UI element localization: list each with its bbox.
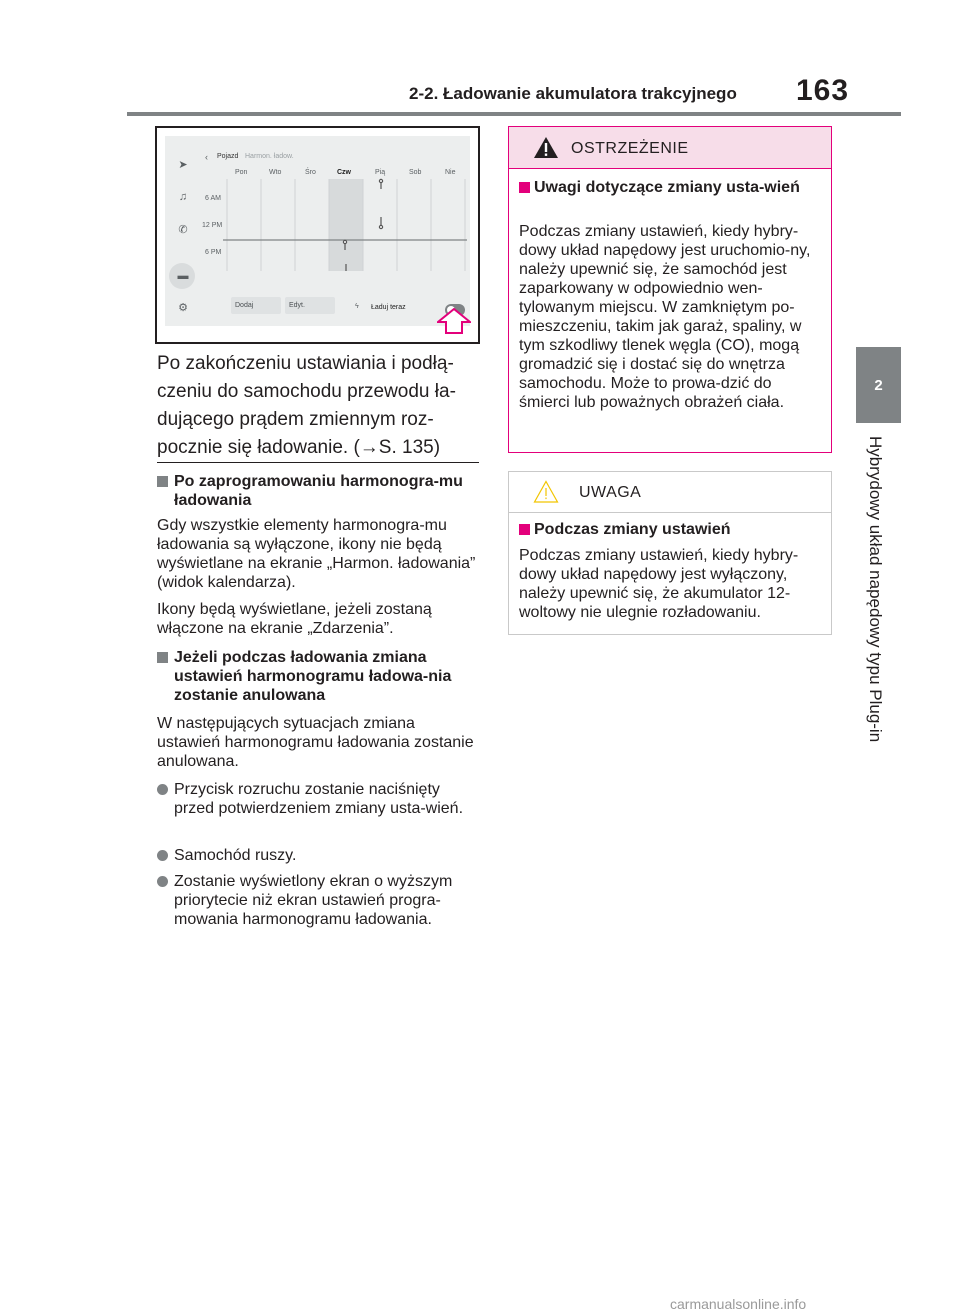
back-label: Pojazd: [217, 153, 239, 160]
chapter-title: Hybrydowy układ napędowy typu Plug-in: [866, 436, 885, 743]
time-label: 6 PM: [205, 249, 222, 256]
page-number: 163: [796, 74, 850, 107]
list-item: Samochód ruszy.: [157, 846, 480, 865]
square-bullet-icon: [157, 652, 168, 663]
warning-text: Podczas zmiany ustawień, kiedy hybry-dowy układ napędowy jest uruchomio-ny, należy upewnić się, że samochód jest zaparkowany w odpowiednio wen-tylowanym miejscu. W zamkniętym po-mieszczeniu, takim jak garaż, spaliny, w tym szkodliwy tlenek węgla (CO), mogą gromadzić się i dostać się do wnętrza samochodu. Może to prowa-dzić do śmierci lub poważnych obrażeń ciała.: [519, 223, 811, 411]
time-label: 12 PM: [202, 222, 223, 229]
section-heading-1: Po zaprogramowaniu harmonogra-mu ładowania: [157, 472, 480, 510]
section-title: 2-2. Ładowanie akumulatora trakcyjnego: [409, 84, 737, 103]
header-rule: [127, 112, 901, 116]
round-bullet-icon: [157, 850, 168, 861]
day-label: Wto: [269, 169, 282, 176]
edit-button[interactable]: Edyt.: [285, 297, 335, 314]
charge-now-label: Ładuj teraz: [371, 304, 406, 311]
warning-header: [509, 127, 831, 169]
list-item: Przycisk rozruchu zostanie naciśnięty przed potwierdzeniem zmiany usta-wień.: [157, 780, 480, 818]
navigation-icon: ➤: [178, 159, 188, 171]
day-label: Pon: [235, 169, 248, 176]
notice-heading: Podczas zmiany ustawień: [519, 520, 824, 539]
chevron-left-icon: ‹: [205, 152, 208, 162]
screen-figure: [155, 126, 480, 344]
figure-caption: Po zakończeniu ustawiania i podłą-czeniu do samochodu przewodu ła-dującego prądem zmiennym roz-pocznie się ładowanie. (→S. 135): [157, 353, 456, 458]
square-bullet-icon: [519, 182, 530, 193]
day-label: Pią: [375, 169, 386, 176]
up-arrow-icon: [437, 308, 471, 334]
warning-heading: Uwagi dotyczące zmiany usta-wień: [519, 178, 824, 197]
square-bullet-icon: [519, 524, 530, 535]
round-bullet-icon: [157, 784, 168, 795]
phone-icon: ✆: [178, 224, 188, 236]
breadcrumb-current: Harmon. ładow.: [245, 153, 294, 160]
footer-watermark: carmanualsonline.info: [670, 1296, 807, 1312]
paragraph: Gdy wszystkie elementy harmonogra-mu ładowania są wyłączone, ikony nie będą wyświetlane na ekranie „Harmon. ładowania” (widok kalendarza).: [157, 517, 476, 591]
music-icon: ♫: [178, 191, 188, 203]
square-bullet-icon: [157, 476, 168, 487]
charging-schedule-screen: [165, 136, 470, 326]
day-label: Śro: [305, 169, 316, 176]
separator: [157, 462, 479, 463]
time-label: 6 AM: [205, 195, 221, 202]
round-bullet-icon: [157, 876, 168, 887]
warning-triangle-icon: [533, 136, 559, 159]
charge-bolt-icon: ϟ: [355, 303, 359, 310]
list-item: Zostanie wyświetlony ekran o wyższym priorytecie niż ekran ustawień progra-mowania harmonogramu ładowania.: [157, 872, 480, 929]
notice-box: [508, 471, 832, 635]
day-label: Nie: [445, 169, 456, 176]
paragraph: W następujących sytuacjach zmiana ustawień harmonogramu ładowania zostanie anulowana.: [157, 715, 474, 770]
settings-icon: ⚙: [178, 302, 188, 314]
chapter-tab: [856, 347, 901, 423]
section-heading-2: Jeżeli podczas ładowania zmiana ustawień harmonogramu ładowa-nia zostanie anulowana: [157, 648, 480, 705]
chapter-number: 2: [874, 376, 883, 394]
warning-box: [508, 126, 832, 453]
day-label-selected: Czw: [337, 169, 351, 176]
paragraph: Ikony będą wyświetlane, jeżeli zostaną włączone na ekranie „Zdarzenia”.: [157, 601, 432, 637]
notice-title: UWAGA: [579, 484, 642, 501]
notice-text: Podczas zmiany ustawień, kiedy hybry-dowy układ napędowy jest wyłączony, należy upewnić się, że akumulator 12-woltowy nie ulegnie rozładowaniu.: [519, 547, 799, 621]
add-button[interactable]: Dodaj: [231, 297, 281, 314]
car-icon: ▬: [177, 270, 189, 282]
caution-triangle-icon: [533, 480, 559, 503]
warning-title: OSTRZEŻENIE: [571, 140, 689, 157]
notice-header: [509, 472, 831, 513]
day-label: Sob: [409, 169, 422, 176]
